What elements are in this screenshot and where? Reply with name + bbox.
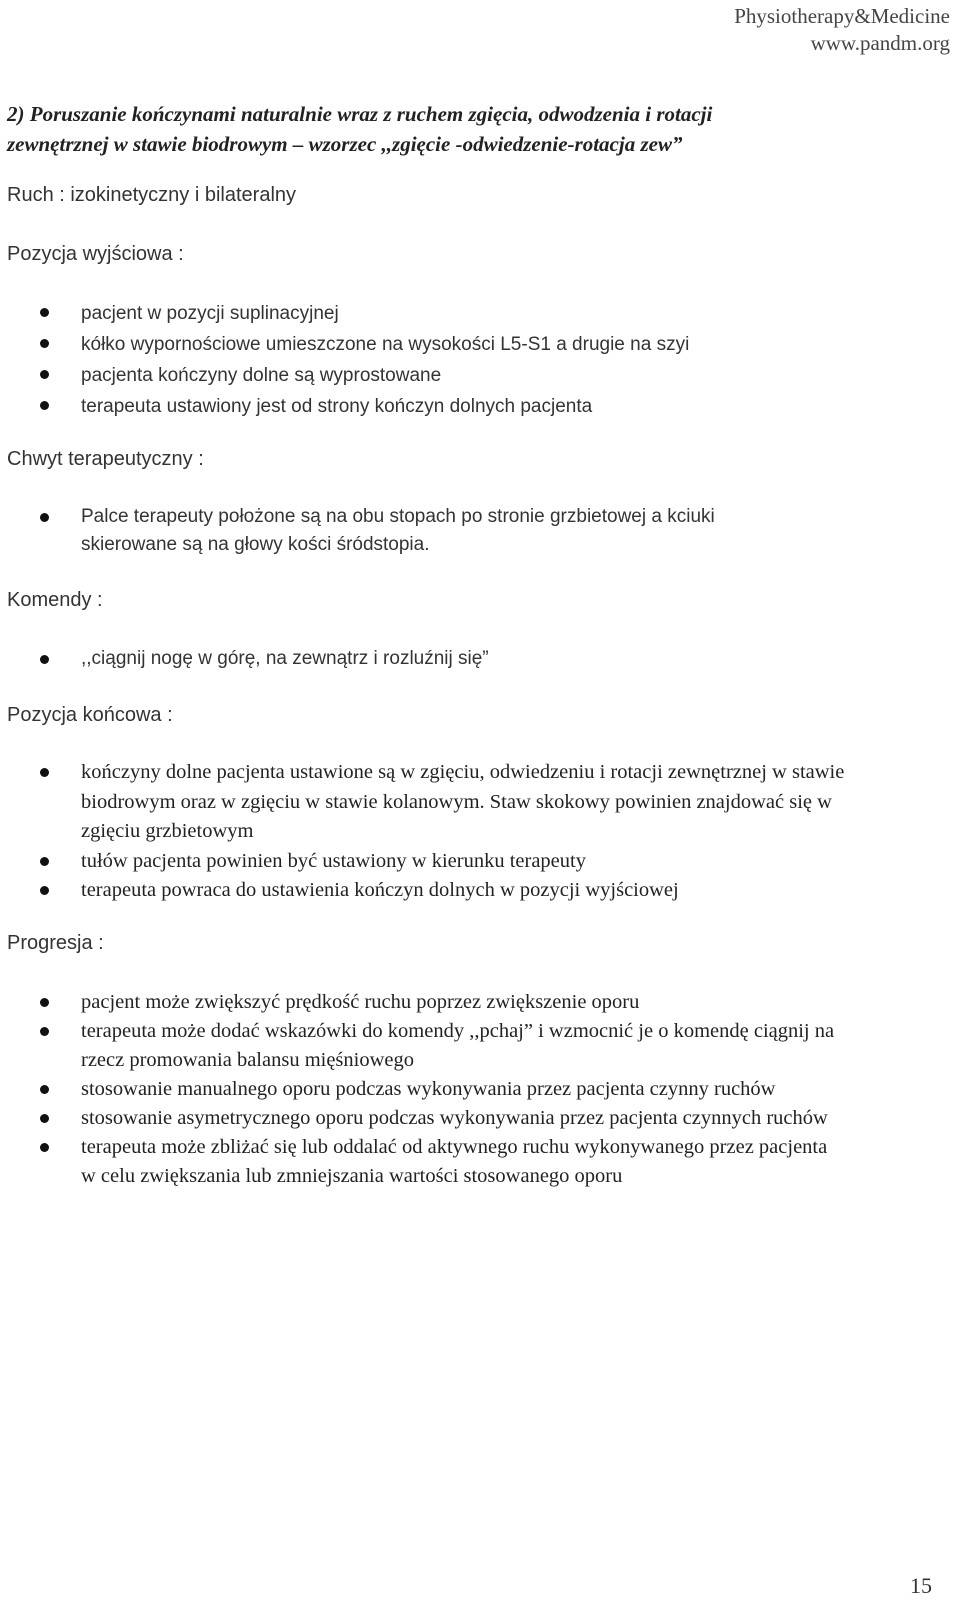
bullet-icon (40, 886, 49, 895)
section-title-line-2: zewnętrznej w stawie biodrowym – wzorzec ,,zgięcie -odwiedzenie-rotacja zew” (7, 132, 683, 156)
section-title-line-1: 2) Poruszanie kończynami naturalnie wraz z ruchem zgięcia, odwodzenia i rotacji (7, 102, 713, 126)
bullet-icon (40, 370, 49, 379)
heading-commands: Komendy : (7, 589, 103, 611)
heading-therapist-grip: Chwyt terapeutyczny : (7, 448, 204, 470)
list-item: terapeuta powraca do ustawienia kończyn dolnych w pozycji wyjściowej (0, 876, 850, 906)
progression-list (0, 988, 835, 1191)
heading-end-position: Pozycja końcowa : (7, 704, 173, 726)
bullet-icon (40, 1027, 49, 1036)
heading-progression: Progresja : (7, 932, 104, 954)
bullet-icon (40, 513, 49, 522)
bullet-icon (40, 857, 49, 866)
bullet-icon (40, 1143, 49, 1152)
list-item: kończyny dolne pacjenta ustawione są w zgięciu, odwiedzeniu i rotacji zewnętrznej w stawie biodrowym oraz w zgięciu w stawie kolanowym. Staw skokowy powinien znajdować się w zgięciu grzbietowym (0, 758, 850, 847)
therapist-grip-list (0, 503, 800, 559)
list-item: stosowanie asymetrycznego oporu podczas wykonywania przez pacjenta czynnych ruchów (0, 1104, 835, 1133)
list-item: Palce terapeuty położone są na obu stopach po stronie grzbietowej a kciuki skierowane są na głowy kości śródstopia. (0, 503, 800, 559)
bullet-icon (40, 998, 49, 1007)
list-item: ,,ciągnij nogę w górę, na zewnątrz i rozluźnij się” (0, 645, 930, 673)
list-item: kółko wypornościowe umieszczone na wysokości L5-S1 a drugie na szyi (0, 329, 930, 360)
section-title (7, 99, 937, 159)
header-journal-name: Physiotherapy&Medicine (734, 4, 950, 28)
commands-list (0, 645, 930, 673)
bullet-icon (40, 308, 49, 317)
list-item: terapeuta może dodać wskazówki do komendy ,,pchaj” i wzmocnić je o komendę ciągnij na rzecz promowania balansu mięśniowego (0, 1017, 835, 1075)
list-item: pacjent może zwiększyć prędkość ruchu poprzez zwiększenie oporu (0, 988, 835, 1017)
header-website: www.pandm.org (810, 31, 950, 55)
list-item: pacjent w pozycji suplinacyjnej (0, 298, 930, 329)
end-position-list (0, 758, 850, 906)
list-item: tułów pacjenta powinien być ustawiony w kierunku terapeuty (0, 847, 850, 877)
bullet-icon (40, 655, 49, 664)
bullet-icon (40, 1114, 49, 1123)
movement-type: Ruch : izokinetyczny i bilateralny (7, 184, 297, 206)
bullet-icon (40, 768, 49, 777)
list-item: pacjenta kończyny dolne są wyprostowane (0, 360, 930, 391)
list-item: terapeuta ustawiony jest od strony kończyn dolnych pacjenta (0, 391, 930, 422)
bullet-icon (40, 401, 49, 410)
bullet-icon (40, 1085, 49, 1094)
list-item: terapeuta może zbliżać się lub oddalać od aktywnego ruchu wykonywanego przez pacjenta w celu zwiększania lub zmniejszania wartości stosowanego oporu (0, 1133, 835, 1191)
heading-starting-position: Pozycja wyjściowa : (7, 243, 184, 265)
page-header (734, 3, 950, 57)
page-number: 15 (910, 1573, 932, 1598)
starting-position-list (0, 298, 930, 422)
bullet-icon (40, 339, 49, 348)
list-item: stosowanie manualnego oporu podczas wykonywania przez pacjenta czynny ruchów (0, 1075, 835, 1104)
